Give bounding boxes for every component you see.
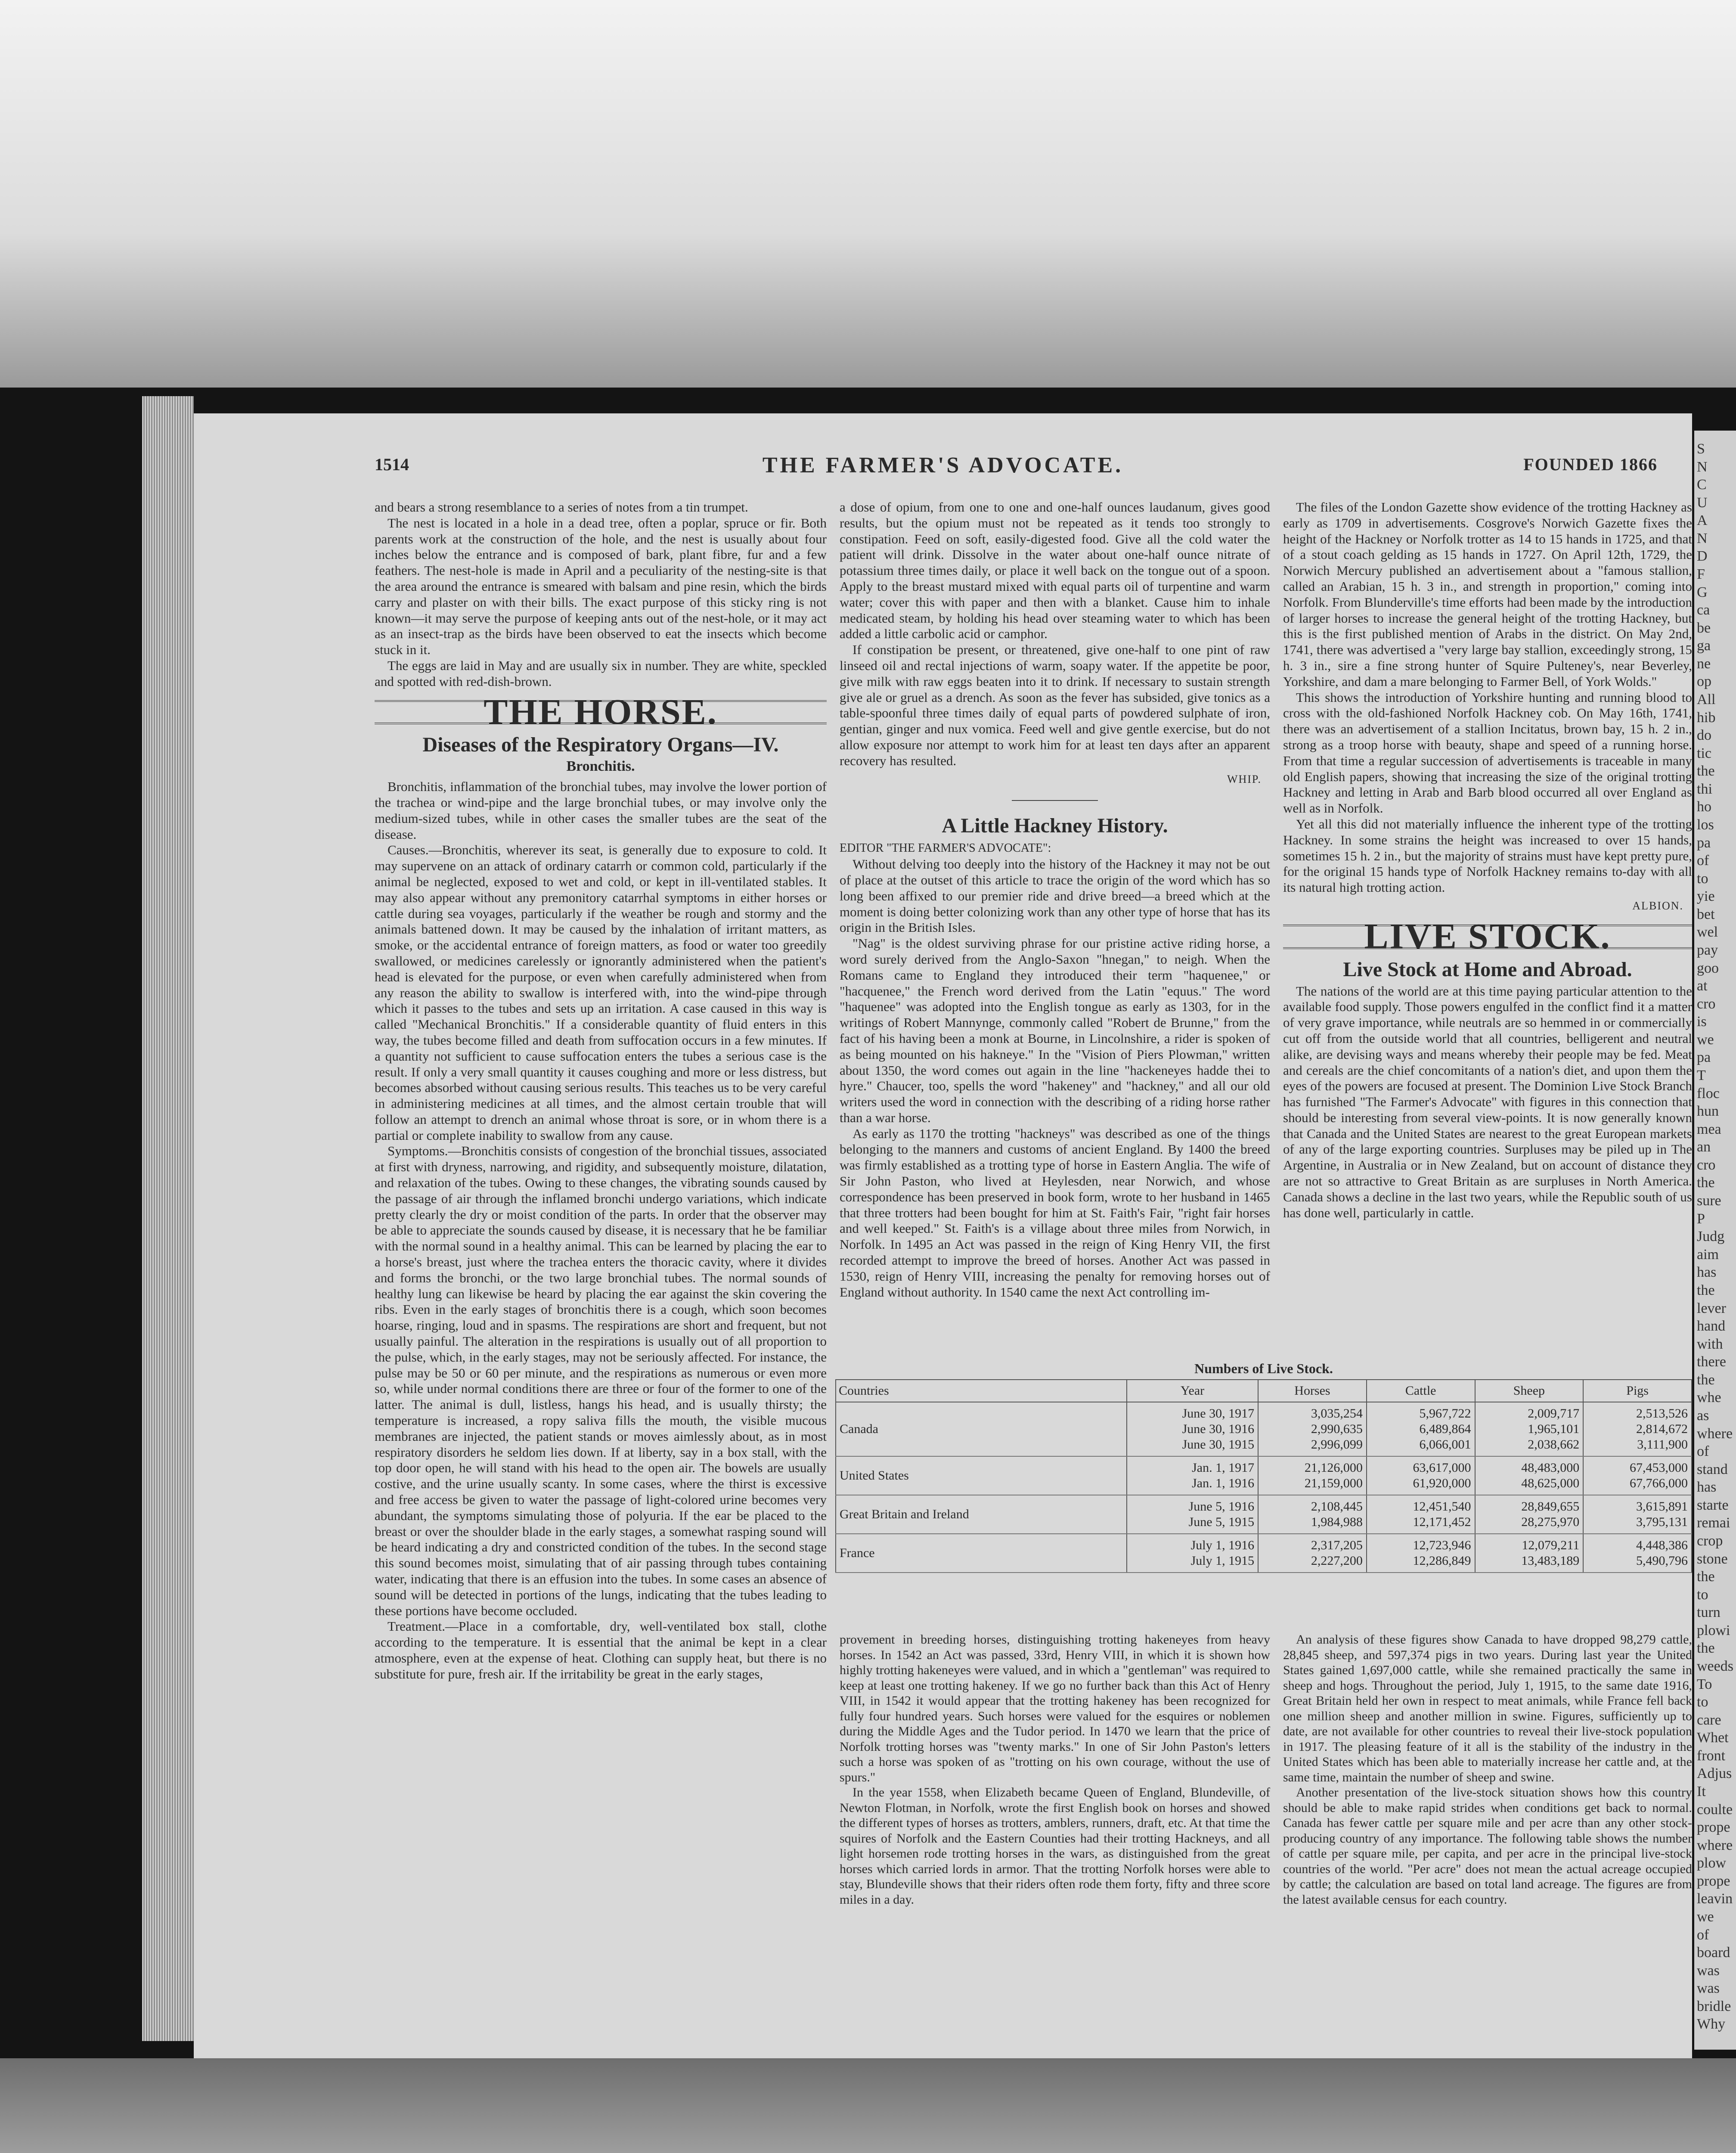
- table-row: [836, 1495, 1692, 1534]
- section-heading-horse: THE HORSE.: [375, 700, 827, 725]
- adjacent-page-text-fragment: be: [1697, 620, 1711, 636]
- column-header: Countries: [836, 1380, 1127, 1402]
- adjacent-page-text-fragment: plowi: [1697, 1623, 1730, 1638]
- adjacent-page-text-fragment: where: [1697, 1426, 1733, 1442]
- paragraph: Causes.—Bronchitis, wherever its seat, is generally due to exposure to cold. It may supervene on an attack of ordinary catarrh or common cold, particularly if the animal be neglected, exposed to wet and cold, or kept in ill-ventilated stables. It may also appear without any premonitory catarrhal symptoms in either horses or cattle during sea voyages, particularly if the weather be rough and stormy and the animals battened down. It may be caused by the inhalation of irritant matters, as smoke, or the accidental entrance of foreign matters, as food or water too greedily swallowed, or medicines carelessly or ignorantly administered when the patient's head is elevated for the purpose, or even when carefully administered when from any reason the ability to swallow is interfered with, into the wind-pipe through which it passes to the tubes and sets up an irritation. A case caused in this way is called "Mechanical Bronchitis." If a considerable quantity of fluid enters in this way, the tubes become filled and death from suffocation occurs in a few minutes. If a quantity not sufficient to cause suffocation enters the tubes a serious case is the result. If only a very small quantity it causes coughing and more or less distress, but becomes absorbed without causing serious results. This teaches us to be very careful in administering medicines at all times, and the almost certain trouble that will follow an attempt to drench an animal whose throat is sore, or in whom there is a partial or complete inability to swallow from any cause.: [375, 842, 827, 1143]
- adjacent-page-text-fragment: crop: [1697, 1533, 1723, 1549]
- adjacent-page-text-fragment: aim: [1697, 1247, 1719, 1263]
- adjacent-page-text-fragment: to: [1697, 871, 1708, 887]
- column-1: [375, 499, 827, 2032]
- adjacent-page-text-fragment: the: [1697, 763, 1715, 779]
- divider: [1012, 800, 1098, 801]
- horses-cell: 3,035,254 2,990,635 2,996,099: [1258, 1402, 1367, 1456]
- cattle-cell: 5,967,722 6,489,864 6,066,001: [1367, 1402, 1475, 1456]
- adjacent-page-text-fragment: pa: [1697, 835, 1711, 851]
- founded-label: FOUNDED 1866: [1523, 455, 1658, 474]
- year-cell: June 5, 1916 June 5, 1915: [1127, 1495, 1258, 1534]
- article-title: Diseases of the Respiratory Organs—IV.: [422, 733, 779, 757]
- adjacent-page-text-fragment: pa: [1697, 1049, 1711, 1065]
- column-header: Cattle: [1367, 1380, 1475, 1402]
- adjacent-page-text-fragment: stone: [1697, 1551, 1728, 1567]
- paragraph: Without delving too deeply into the history of the Hackney it may not be out of place at the outset of this article to trace the origin of the word which has so long been affixed to our premier ride and drive breed—a breed which at the moment is doing better colonizing work than any other type of horse that has its origin in the British Isles.: [840, 856, 1270, 935]
- adjacent-page-text-fragment: has: [1697, 1479, 1717, 1495]
- adjacent-page-text-fragment: F: [1697, 566, 1705, 582]
- adjacent-page-text-fragment: care: [1697, 1712, 1721, 1728]
- paragraph: The nest is located in a hole in a dead tree, often a poplar, spruce or fir. Both parents work at the construction of the hole, and the nest is usually about four inches below the entrance and is composed of bark, plant fibre, fur and a few feathers. The nest-hole is made in April and a peculiarity of the nesting-site is that the area around the entrance is smeared with balsam and pine resin, which the birds carry and plaster on with their bills. The exact purpose of this sticky ring is not known—it may serve the purpose of keeping ants out of the nest-hole, or it may act as an insect-trap as the birds have been observed to eat the insects which become stuck in it.: [375, 515, 827, 658]
- book-page-edges: [142, 396, 194, 2041]
- table-title: Numbers of Live Stock.: [1194, 1361, 1333, 1376]
- pigs-cell: 4,448,386 5,490,796: [1583, 1534, 1692, 1573]
- paragraph: The eggs are laid in May and are usually six in number. They are white, speckled and spotted with red-dish-brown.: [375, 658, 827, 689]
- pigs-cell: 2,513,526 2,814,672 3,111,900: [1583, 1402, 1692, 1456]
- pigs-cell: 3,615,891 3,795,131: [1583, 1495, 1692, 1534]
- newspaper-page: [194, 413, 1692, 2058]
- adjacent-page-text-fragment: plow: [1697, 1855, 1726, 1871]
- adjacent-page-text-fragment: the: [1697, 1282, 1715, 1298]
- adjacent-page-text-fragment: To: [1697, 1676, 1712, 1692]
- adjacent-page-text-fragment: was: [1697, 1980, 1720, 1996]
- adjacent-page-text-fragment: D: [1697, 548, 1708, 564]
- adjacent-page-text-fragment: coulte: [1697, 1802, 1733, 1818]
- adjacent-page-text-fragment: los: [1697, 817, 1714, 833]
- adjacent-page-text-fragment: bridle: [1697, 1998, 1731, 2014]
- column-header: Pigs: [1583, 1380, 1692, 1402]
- paragraph: This shows the introduction of Yorkshire hunting and running blood to cross with the old-fashioned Norfolk Hackney cob. On May 16th, 1741, there was an advertisement of a stallion Incitatus, brown bay, 15 h. 2 in., strong as a troop horse with beauty, shape and speed of a running horse. From that time a regular succession of advertisements is traceable in many old English papers, showing that increasing the size of the original trotting Hackney and letting in Arab and Barb blood occurred all over England as well as in Norfolk.: [1283, 689, 1692, 816]
- adjacent-page-text-fragment: has: [1697, 1264, 1717, 1280]
- adjacent-page-text-fragment: thi: [1697, 781, 1712, 797]
- horses-cell: 2,108,445 1,984,988: [1258, 1495, 1367, 1534]
- adjacent-page-text-fragment: at: [1697, 978, 1708, 994]
- column-2: [840, 499, 1270, 1356]
- adjacent-page-text-fragment: bet: [1697, 906, 1715, 922]
- running-title: THE FARMER'S ADVOCATE.: [762, 453, 1124, 478]
- sheep-cell: 48,483,000 48,625,000: [1475, 1456, 1584, 1495]
- adjacent-page-text-fragment: there: [1697, 1354, 1726, 1370]
- adjacent-page-text-fragment: is: [1697, 1014, 1707, 1030]
- column-header: Sheep: [1475, 1380, 1584, 1402]
- adjacent-page-text-fragment: tic: [1697, 745, 1711, 761]
- paragraph: An analysis of these figures show Canada to have dropped 98,279 cattle, 28,845 sheep, and 597,374 pigs in two years. During last year the United States gained 1,697,000 cattle, while she remained practically the same in sheep and hogs. Throughout the period, July 1, 1915, to the same date 1916, Great Britain held her own in respect to meat animals, while France fell back one million sheep and another million in swine. Figures, sufficiently up to date, are not available for other countries to reveal their live-stock population in 1917. The pleasing feature of it all is the stability of the industry in the United States which has been able to materially increase her cattle and, at the same time, maintain the number of sheep and swine.: [1283, 1632, 1692, 1784]
- signature: ALBION.: [1632, 899, 1683, 912]
- adjacent-page-text-fragment: hib: [1697, 710, 1716, 726]
- adjacent-page-text-fragment: Whet: [1697, 1730, 1729, 1746]
- adjacent-page-text-fragment: ho: [1697, 799, 1711, 815]
- year-cell: June 30, 1917 June 30, 1916 June 30, 1915: [1127, 1402, 1258, 1456]
- adjacent-page-text-fragment: P: [1697, 1211, 1705, 1227]
- year-cell: July 1, 1916 July 1, 1915: [1127, 1534, 1258, 1573]
- column-header: Horses: [1258, 1380, 1367, 1402]
- adjacent-page-text-fragment: where: [1697, 1837, 1733, 1853]
- adjacent-page-text-fragment: wel: [1697, 924, 1718, 940]
- adjacent-page-text-fragment: leavin: [1697, 1891, 1733, 1907]
- country-cell: France: [836, 1534, 1127, 1573]
- adjacent-page-text-fragment: goo: [1697, 960, 1719, 976]
- scan-background-top: [0, 0, 1736, 388]
- country-cell: Great Britain and Ireland: [836, 1495, 1127, 1534]
- paragraph: Treatment.—Place in a comfortable, dry, well-ventilated box stall, clothe according to the temperature. It is essential that the animal be kept in a clear atmosphere, even at the expense of heat. Clothing can supply heat, but there is no substitute for pure, fresh air. If the irritability be great in the early stages,: [375, 1619, 827, 1681]
- adjacent-page-text-fragment: the: [1697, 1640, 1715, 1656]
- paragraph: Bronchitis, inflammation of the bronchial tubes, may involve the lower portion of the trachea or wind-pipe and the large bronchial tubes, or may involve only the medium-sized tubes, while in other cases the smaller tubes are the seat of the disease.: [375, 779, 827, 842]
- adjacent-page-text-fragment: It: [1697, 1784, 1706, 1799]
- sheep-cell: 2,009,717 1,965,101 2,038,662: [1475, 1402, 1584, 1456]
- adjacent-page-text-fragment: board: [1697, 1945, 1730, 1961]
- paragraph: and bears a strong resemblance to a series of notes from a tin trumpet.: [375, 499, 748, 515]
- adjacent-page-text-fragment: as: [1697, 1408, 1709, 1424]
- adjacent-page-text-fragment: Why: [1697, 2016, 1726, 2032]
- livestock-table-block: [835, 1361, 1692, 1623]
- adjacent-page-text-fragment: Adjus: [1697, 1765, 1732, 1781]
- adjacent-page-text-fragment: to: [1697, 1694, 1708, 1710]
- adjacent-page-text-fragment: cro: [1697, 1157, 1716, 1173]
- paragraph: The nations of the world are at this time paying particular attention to the available food supply. Those powers engulfed in the conflict find it a matter of very grave importance, while neutrals are so hemmed in or commercially cut off from the outside world that all countries, belligerent and neutral alike, are devising ways and means whereby their people may be fed. Meat and cereals are the chief concomitants of a nation's diet, and upon them the eyes of the powers are focused at present. The Dominion Live Stock Branch has furnished "The Farmer's Advocate" with figures in this connection that should be interesting from several view-points. It is now generally known that Canada and the United States are nearest to the great European markets of any of the large exporting countries. Surpluses may be piled up in The Argentine, in Australia or in New Zealand, but on account of distance they are not so attractive to Great Britain as are surpluses in North America. Canada shows a decline in the last two years, while the Republic south of us has done well, particularly in cattle.: [1283, 983, 1692, 1220]
- adjacent-page-text-fragment: the: [1697, 1372, 1715, 1388]
- adjacent-page-text-fragment: prope: [1697, 1873, 1730, 1889]
- adjacent-page-text-fragment: of: [1697, 1443, 1709, 1459]
- paragraph: a dose of opium, from one to one and one-half ounces laudanum, gives good results, but the opium must not be repeated as it tends too strongly to constipation. Feed on soft, easily-digested food. Give all the cold water the patient will drink. Dissolve in the water about one-half ounce nitrate of potassium three times daily, or place it well back on the tongue out of a spoon. Apply to the breast mustard mixed with equal parts oil of turpentine and warm water; cover this with paper and then with a blanket. Cause him to inhale medicated steam, by holding his head over steaming water to which has been added a little carbolic acid or camphor.: [840, 499, 1270, 642]
- paragraph: Yet all this did not materially influence the inherent type of the trotting Hackney. In some strains the height was increased to over 15 hands, sometimes 15 h. 2 in., but the majority of strains must have kept pretty pure, for the original 15 hands type of Norfolk Hackney remains to-day with all its natural high trotting action.: [1283, 816, 1692, 895]
- horses-cell: 21,126,000 21,159,000: [1258, 1456, 1367, 1495]
- adjacent-page-text-fragment: the: [1697, 1175, 1715, 1191]
- paragraph: provement in breeding horses, distinguishing trotting hakeneyes from heavy horses. In 1542 an Act was passed, 33rd, Henry VIII, in which it is shown how highly trotting hakeneyes were valued, and in which a "gentleman" was required to keep at least one trotting hakeney. If we go no further back than this Act of Henry VIII, in 1542 it would appear that the trotting hakeney has been recognized for fully four hundred years. Such horses were valued for the esquires or noblemen during the Middle Ages and the Tudor period. In 1470 we learn that the price of Norfolk trotting horses was "twenty marks." In one of Sir John Paston's letters such a horse was spoken of as "trotting on his own courage, without the use of spurs.": [840, 1632, 1270, 1784]
- adjacent-page-text-fragment: to: [1697, 1587, 1708, 1603]
- adjacent-page-text-fragment: stand: [1697, 1461, 1728, 1477]
- adjacent-page-text-fragment: cro: [1697, 996, 1716, 1012]
- page-number: 1514: [375, 455, 409, 474]
- paragraph: Another presentation of the live-stock situation shows how this country should be able to make rapid strides when conditions get back to normal. Canada has fewer cattle per square mile and per acre than any other stock-producing country of any importance. The following table shows the number of cattle per square mile, per capita, and per acre in the principal live-stock countries of the world. "Per acre" does not mean the actual acreage occupied by cattle; the calculation are based on total land acreage. The figures are from the latest available census for each country.: [1283, 1785, 1692, 1907]
- cattle-cell: 12,451,540 12,171,452: [1367, 1495, 1475, 1534]
- pigs-cell: 67,453,000 67,766,000: [1583, 1456, 1692, 1495]
- adjacent-page-text-fragment: weeds: [1697, 1658, 1733, 1674]
- sheep-cell: 12,079,211 13,483,189: [1475, 1534, 1584, 1573]
- adjacent-page-text-fragment: hand: [1697, 1318, 1726, 1334]
- adjacent-page-text-fragment: starte: [1697, 1497, 1729, 1513]
- article-title: Live Stock at Home and Abroad.: [1343, 958, 1632, 981]
- year-cell: Jan. 1, 1917 Jan. 1, 1916: [1127, 1456, 1258, 1495]
- table-row: [836, 1534, 1692, 1573]
- paragraph: As early as 1170 the trotting "hackneys" was described as one of the things belonging to the manners and customs of ancient England. By 1400 the breed was firmly established as a trotting type of horse in Eastern Anglia. The wife of Sir John Paston, who lived at Heylesden, near Norwich, and whose correspondence has been preserved in book form, wrote to her husband in 1465 that three trotters had been bought for him at St. Faith's Fair, "right fair horses and well keeped." St. Faith's is a village about three miles from Norwich, in Norfolk. In 1495 an Act was passed in the reign of King Henry VII, the first recorded attempt to improve the breed of horses. Another Act was passed in 1530, reign of Henry VIII, increasing the penalty for removing horses out of England without authority. In 1540 came the next Act controlling im-: [840, 1126, 1270, 1300]
- page-header: [194, 454, 1692, 480]
- adjacent-page-text-fragment: front: [1697, 1748, 1726, 1764]
- adjacent-page-text-fragment: Judg: [1697, 1229, 1725, 1244]
- section-heading-live-stock: LIVE STOCK.: [1283, 924, 1692, 949]
- adjacent-page-text-fragment: floc: [1697, 1086, 1720, 1101]
- column-3: [1283, 499, 1692, 1220]
- adjacent-page-text-fragment: ca: [1697, 602, 1710, 618]
- adjacent-page-text-fragment: A: [1697, 512, 1708, 528]
- paragraph: In the year 1558, when Elizabeth became Queen of England, Blundeville, of Newton Flotman, in Norfolk, wrote the first English book on horses and showed the different types of horses as trotters, amblers, runners, draft, etc. At that time the squires of Norfolk and the Eastern Counties had their trotting Hackneys, and all light horsemen rode trotting horses in the wars, as distinguished from the great horses which carried lords in armor. That the trotting Norfolk horses were able to stay, Blundeville shows that their riders often rode them forty, fifty and three score miles in a day.: [840, 1785, 1270, 1907]
- horses-cell: 2,317,205 2,227,200: [1258, 1534, 1367, 1573]
- sheep-cell: 28,849,655 28,275,970: [1475, 1495, 1584, 1534]
- country-cell: United States: [836, 1456, 1127, 1495]
- country-cell: Canada: [836, 1402, 1127, 1456]
- article-subtitle: Bronchitis.: [566, 758, 635, 775]
- signature: WHIP.: [1227, 772, 1262, 785]
- adjacent-page-text-fragment: All: [1697, 692, 1716, 707]
- adjacent-page-text-fragment: sure: [1697, 1193, 1721, 1209]
- adjacent-page-text-fragment: mea: [1697, 1121, 1721, 1137]
- paragraph: Symptoms.—Bronchitis consists of congestion of the bronchial tissues, associated at first with dryness, narrowing, and rigidity, and subsequently moisture, dilatation, and relaxation of the tubes. Owing to these changes, the vibrating sounds caused by the passage of air through the inflamed bronchi undergo variations, which indicate pretty clearly the dry or moist condition of the parts. In order that the observer may be able to appreciate the sounds caused by disease, it is necessary that he be familiar with the normal sound in a healthy animal. This can be learned by placing the ear to a horse's breast, just where the trachea enters the thoracic cavity, where it divides and forms the bronchi, or the two large bronchial tubes. The normal sounds of healthy lung can likewise be heard by placing the ear against the skin covering the ribs. Even in the early stages of bronchitis there is a cough, which soon becomes hoarse, ringing, loud and in spasms. The respirations are short and frequent, but not usually painful. The alteration in the respirations is usually out of all proportion to the pulse, which, in the early stages, may not be seriously affected. For instance, the pulse may be 50 or 60 per minute, and the respirations as numerous or even more so, while under normal conditions there are three or four of the former to one of the latter. The animal is dull, listless, hangs his head, and is usually thirsty; the temperature is increased, a ropy saliva fills the mouth, the visible mucous membranes are injected, the patient stands or moves aimlessly about, as in most respiratory disorders he seldom lies down. If at liberty, say in a box stall, with the top door open, he will stand with his head to the open air. The bowels are usually costive, and the urine usually scanty. In some cases, where the thirst is excessive and free access be given to water the passage of light-colored urine becomes very abundant, the symptoms simulating those of polyuria. If the ear be placed to the breast or over the shoulder blade in the early stages, a somewhat rasping sound will be heard indicating a dry and constricted condition of the tubes. In the second stage this sound becomes moist, simulating that of air passing through tubes containing water, indicating that there is an effusion into the tubes. In some cases an absence of sound will be detected in portions of the lungs, indicating that the tubes leading to these portions have become occluded.: [375, 1143, 827, 1618]
- cattle-cell: 63,617,000 61,920,000: [1367, 1456, 1475, 1495]
- column-2-continued: [840, 1632, 1270, 2032]
- paragraph: If constipation be present, or threatened, give one-half to one pint of raw linseed oil and rectal injections of warm, soapy water. If the appetite be poor, give milk with raw eggs beaten into it to drink. If necessary to sustain strength give ale or gruel as a drench. As soon as the fever has subsided, give tonics as a table-spoonful three times daily of equal parts of powdered sulphate of iron, gentian, ginger and nux vomica. Feed well and give gentle exercise, but do not allow exposure nor attempt to work him for at least ten days after an apparent recovery has resulted.: [840, 642, 1270, 768]
- adjacent-page-text-fragment: U: [1697, 495, 1708, 511]
- adjacent-page-text-fragment: turn: [1697, 1604, 1720, 1620]
- article-title: A Little Hackney History.: [942, 814, 1168, 838]
- adjacent-page-text-fragment: ga: [1697, 638, 1711, 654]
- adjacent-page-edge: [1694, 431, 1736, 2050]
- adjacent-page-text-fragment: of: [1697, 853, 1709, 869]
- adjacent-page-text-fragment: lever: [1697, 1300, 1726, 1316]
- paragraph: The files of the London Gazette show evidence of the trotting Hackney as early as 1709 in advertisements. Cosgrove's Norwich Gazette fixes the height of the Hackney or Norfolk trotter as 14 to 15 hands in 1725, and that of a stout coach gelding as 15 hands in 1727. On April 12th, 1729, the Norwich Mercury published an advertisement about a "famous stallion, called an Arabian, 15 h. 3 in., and strength in proportion," coming into Norfolk. From Blunderville's time efforts had been made by the introduction of larger horses to increase the general height of the trotting Hackney, but this is the first published mention of Arabs in the district. On May 2nd, 1741, there was advertised a "very large bay stallion, exceedingly strong, 15 h. 3 in., sire a fine strong hunter of Squire Pulteney's, near Beverley, Yorkshire, and dam a mare belonging to Farmer Bell, of York Wolds.": [1283, 499, 1692, 689]
- adjacent-page-text-fragment: we: [1697, 1032, 1714, 1048]
- adjacent-page-text-fragment: was: [1697, 1963, 1720, 1979]
- adjacent-page-text-fragment: remai: [1697, 1515, 1730, 1531]
- adjacent-page-text-fragment: do: [1697, 727, 1711, 743]
- adjacent-page-text-fragment: G: [1697, 584, 1708, 600]
- adjacent-page-text-fragment: prope: [1697, 1819, 1730, 1835]
- table-row: [836, 1402, 1692, 1456]
- adjacent-page-text-fragment: an: [1697, 1139, 1711, 1155]
- scan-background-bottom: [0, 2058, 1736, 2153]
- paragraph: "Nag" is the oldest surviving phrase for our pristine active riding horse, a word surely derived from the Anglo-Saxon "hnegan," to neigh. When the Romans came to England they introduced their term "haquenee," or "hacquenee," the French word derived from the Latin "equus." The word "haquenee" was adopted into the English tongue as early as 1303, for in the writings of Robert Mannynge, commonly called "Robert de Brunne," from the fact of his having been a monk at Bourne, in Lincolnshire, a rider is spoken of as being mounted on his hakneye." In the "Vision of Piers Plowman," written about 1350, the word comes out again in the line "hackeneyes hadde thei to hyre." Chaucer, too, spells the word "hakeney" and "hackney," and all our old writers used the word in connection with the describing of a riding horse rather than a war horse.: [840, 936, 1270, 1125]
- column-3-continued: [1283, 1632, 1692, 2032]
- adjacent-page-text-fragment: whe: [1697, 1390, 1721, 1405]
- table-header-row: [836, 1380, 1692, 1402]
- adjacent-page-text-fragment: op: [1697, 673, 1711, 689]
- column-header: Year: [1127, 1380, 1258, 1402]
- adjacent-page-text-fragment: of: [1697, 1927, 1709, 1943]
- cattle-cell: 12,723,946 12,286,849: [1367, 1534, 1475, 1573]
- adjacent-page-text-fragment: the: [1697, 1569, 1715, 1585]
- adjacent-page-text-fragment: T: [1697, 1067, 1706, 1083]
- table-row: [836, 1456, 1692, 1495]
- adjacent-page-text-fragment: yie: [1697, 888, 1715, 904]
- adjacent-page-text-fragment: N: [1697, 530, 1708, 546]
- adjacent-page-text-fragment: with: [1697, 1336, 1723, 1352]
- adjacent-page-text-fragment: hun: [1697, 1103, 1719, 1119]
- livestock-table: [835, 1379, 1692, 1573]
- adjacent-page-text-fragment: C: [1697, 477, 1707, 493]
- adjacent-page-text-fragment: pay: [1697, 942, 1718, 958]
- adjacent-page-text-fragment: ne: [1697, 656, 1711, 672]
- adjacent-page-text-fragment: we: [1697, 1909, 1714, 1925]
- editor-line: EDITOR "THE FARMER'S ADVOCATE":: [840, 841, 1051, 855]
- adjacent-page-text-fragment: N: [1697, 459, 1708, 475]
- adjacent-page-text-fragment: S: [1697, 441, 1705, 457]
